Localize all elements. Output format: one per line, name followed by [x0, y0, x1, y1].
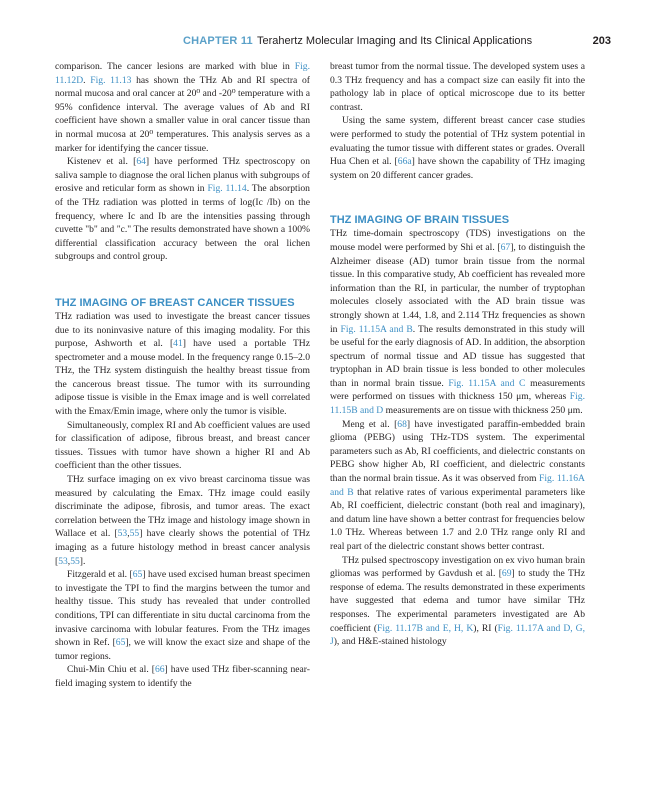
paragraph: [330, 554, 585, 649]
text-run: ].: [79, 555, 86, 567]
text-run: Meng et al. [: [342, 418, 398, 430]
cross-reference-link[interactable]: 69: [501, 568, 512, 580]
paragraph: [330, 114, 585, 182]
text-run: that relative rates of various experimental parameters like Ab, RI coefficient, dielectric constant (both real and imaginary), and datum line have shown a better contrast for frequencies below 1.0 THz. Whereas between 1.7 and 2.0 THz range only RI and real part of the dielectric constant shows better contrast.: [330, 486, 585, 552]
text-run: ] have performed THz spectroscopy on saliva sample to diagnose the oral lichen planus with subgroups of erosive and reticular form as shown in: [55, 156, 310, 195]
text-run: ), RI (: [473, 622, 498, 634]
text-run: .: [83, 74, 91, 86]
text-run: ] have used THz fiber-scanning near-field imaging system to identify the: [55, 664, 310, 689]
cross-reference-link[interactable]: 64: [136, 156, 146, 168]
page-number: 203: [592, 35, 611, 47]
text-run: ,: [127, 528, 130, 540]
text-run: breast tumor from the normal tissue. The developed system uses a 0.3 THz frequency and has a compact size can easily fit into the pathology lab in place of optical microscope due to its better contrast.: [330, 61, 585, 113]
text-run: ], to distinguish the Alzheimer disease (AD) tumor brain tissue from the normal tissue. In this comparative study, Ab coefficient has revealed more information than the RI, in particular, the number of tryptophan molecules closely associated with the AD brain tissue was strongly shown at 1.44, 1.8, and 2.114 THz frequencies as shown in: [330, 241, 586, 335]
cross-reference-link[interactable]: 66a: [397, 156, 412, 168]
text-run: ] have investigated paraffin-embedded brain glioma (PEBG) using THz-TDS system. The experimental parameters such as Ab, RI coefficients, and dielectric constants on PEBG show higher Ab, RI coefficient, and dielectric constants than the normal brain tissue. As it was observed from: [330, 418, 585, 485]
cross-reference-link[interactable]: Fig. 11.14: [207, 183, 247, 195]
cross-reference-link[interactable]: Fig. 11.12D: [55, 61, 310, 86]
text-run: THz pulsed spectroscopy investigation on ex vivo human brain gliomas was performed by Gavdush et al. [: [330, 554, 585, 580]
cross-reference-link[interactable]: Fig. 11.13: [90, 74, 132, 86]
text-run: Simultaneously, complex RI and Ab coefficient values are used for classification of adipose, fibrous breast, and breast cancer tissues. Tissues with tumor have shown a higher RI and Ab coefficient than the other tissues.: [55, 419, 310, 472]
cross-reference-link[interactable]: 67: [500, 241, 511, 253]
text-run: THz surface imaging on ex vivo breast carcinoma tissue was measured by calculating the Emax. THz image could easily discriminate the adipose, fibrosis, and tumor areas. The exact correlation between the THz image and histology image shown in Wallace et al. [: [55, 474, 310, 540]
text-run: ), and H&E-stained histology: [333, 636, 447, 648]
cross-reference-link[interactable]: 65: [132, 569, 143, 581]
paragraph: [55, 60, 310, 155]
text-run: . The results demonstrated in this study will be useful for the early diagnosis of AD. In addition, the absorption spectrum of normal tissue and AD tissue has suggested that tryptophan in AD brain tissue is less bonded to other molecules than in normal brain tissue.: [330, 323, 585, 389]
left-column: [55, 60, 310, 691]
text-run: comparison. The cancer lesions are marked with blue in: [55, 61, 295, 72]
text-run: has shown the THz Ab and RI spectra of normal mucosa and oral cancer at 20⁰ and -20⁰ temperature with a 95% confidence interval. The average values of Ab and RI coefficient have shown a smaller value in oral cancer tissue than in normal mucosa at 20⁰ temperatures. This analysis serves as a marker for identifying the cancer tissue.: [55, 74, 311, 154]
cross-reference-link[interactable]: 55: [129, 528, 140, 540]
text-run: ] have clearly shows the potential of THz imaging as a future histology method in breast cancer analysis [: [55, 528, 310, 567]
cross-reference-link[interactable]: 65: [115, 637, 126, 649]
paragraph: [330, 227, 585, 417]
cross-reference-link[interactable]: 66: [154, 664, 165, 676]
section-heading-breast: THZ IMAGING OF BREAST CANCER TISSUES: [55, 296, 295, 309]
text-run: measurements were performed on tissues with thickness 150 μm, whereas: [330, 377, 585, 403]
section-heading-brain: THZ IMAGING OF BRAIN TISSUES: [330, 214, 510, 227]
text-run: Chui-Min Chiu et al. [: [67, 664, 155, 676]
text-run: THz time-domain spectroscopy (TDS) investigations on the mouse model were performed by Shi et al. [: [330, 228, 585, 253]
chapter-title: Terahertz Molecular Imaging and Its Clinical Applications: [257, 35, 533, 47]
text-run: . The absorption of the THz radiation was plotted in terms of log(Ic /Ib) on the frequency, where Ic and Ib are the intensities passing through cuvette "b" and "c." The results demonstrated have shown a 100% differential classification accuracy between the oral lichen subgroups and control group.: [55, 183, 310, 263]
text-run: measurements are on tissue with thickness 250 μm.: [383, 405, 583, 417]
cross-reference-link[interactable]: Fig. 11.15A and C: [448, 377, 526, 389]
text-run: ] have used excised human breast specimen to investigate the TPI to find the margins between the tumor and healthy tissue. This study has revealed that under controlled conditions, TPI can differentiate in situ ductal carcinoma from the invasive carcinoma with lobular features. From the THz images shown in Ref. [: [55, 569, 311, 649]
cross-reference-link[interactable]: Fig. 11.15A and B: [340, 323, 413, 335]
cross-reference-link[interactable]: 41: [173, 338, 183, 350]
text-run: Kistenev et al. [: [67, 156, 137, 168]
cross-reference-link[interactable]: 68: [397, 418, 407, 430]
text-run: ] have shown the capability of THz imaging system on 20 different cancer grades.: [330, 156, 585, 181]
cross-reference-link[interactable]: Fig. 11.15B and D: [330, 391, 585, 417]
cross-reference-link[interactable]: 53: [117, 528, 128, 540]
text-run: ], we will know the exact size and shape of the tumor regions.: [55, 637, 310, 662]
cross-reference-link[interactable]: 53: [58, 555, 68, 567]
text-run: ,: [67, 555, 71, 567]
cross-reference-link[interactable]: Fig. 11.17A and D, G, J: [330, 622, 585, 648]
paragraph: [55, 310, 310, 419]
paragraph: [55, 419, 310, 473]
cross-reference-link[interactable]: Fig. 11.16A and B: [330, 473, 585, 498]
paragraph: [55, 473, 310, 568]
text-run: ] have used a portable THz spectrometer and a mouse model. In the frequency range 0.15–2.0 THz, the THz system distinguish the healthy breast tissue from the cancerous breast tissue. The tumor with its surrounding adipose tissue is visible in the Emax image and is well correlated with the Emax/Emin image, where only the tumor is visible.: [55, 338, 310, 418]
cross-reference-link[interactable]: 55: [70, 555, 80, 567]
paragraph: [55, 155, 310, 264]
text-run: THz radiation was used to investigate the breast cancer tissues due to its noninvasive nature of this imaging modality. For this purpose, Ashworth et al. [: [55, 310, 310, 350]
paragraph: [55, 568, 310, 663]
paragraph: [330, 418, 585, 554]
text-run: Fitzgerald et al. [: [67, 569, 133, 581]
text-run: Using the same system, different breast cancer case studies were performed to study the potential of THz system potential in evaluating the tumor tissue with different states or grades. Overall Hua Chen et al. [: [330, 115, 585, 168]
paragraph: [330, 60, 585, 114]
right-column: [330, 60, 585, 649]
paragraph: [55, 663, 310, 690]
chapter-label: CHAPTER 11: [183, 35, 253, 47]
cross-reference-link[interactable]: Fig. 11.17B and E, H, K: [377, 622, 474, 634]
text-run: ] to study the THz response of edema. The results demonstrated in these experiments have suggested that edema and tumor have similar THz responses. The experimental parameters investigated are Ab coefficient (: [330, 568, 585, 634]
